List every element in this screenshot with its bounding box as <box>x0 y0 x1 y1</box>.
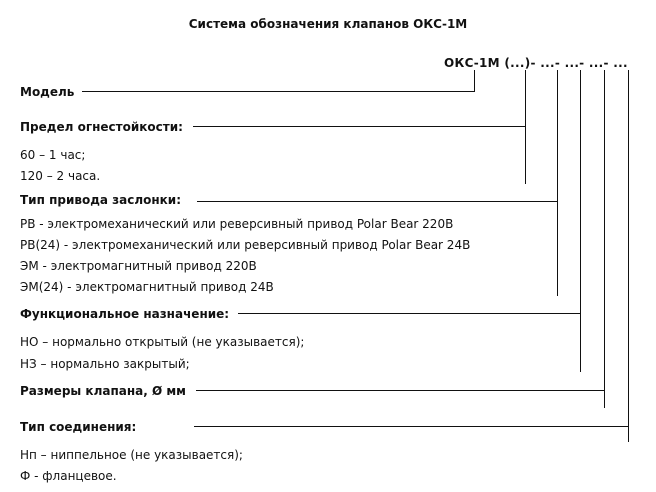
function-item: НО – нормально открытый (не указывается); <box>20 335 305 349</box>
drive-type-heading: Тип привода заслонки: <box>20 193 182 207</box>
drive-type-item: РВ(24) - электромеханический или реверсивный привод Polar Bear 24В <box>20 238 471 252</box>
fire-resistance-heading: Предел огнестойкости: <box>20 120 183 134</box>
drive-type-item: ЭМ - электромагнитный привод 220В <box>20 259 257 273</box>
model-heading: Модель <box>20 85 75 99</box>
designation-code: ОКС-1М (...)- ...- ...- ...- ... <box>444 56 628 70</box>
function-item: НЗ – нормально закрытый; <box>20 357 190 371</box>
connection-heading: Тип соединения: <box>20 420 137 434</box>
diagram-title: Система обозначения клапанов ОКС-1М <box>188 17 468 31</box>
connection-item: Нп – ниппельное (не указывается); <box>20 448 243 462</box>
drive-type-item: РВ - электромеханический или реверсивный привод Polar Bear 220В <box>20 217 454 231</box>
fire-resistance-item: 60 – 1 час; <box>20 148 86 162</box>
fire-resistance-item: 120 – 2 часа. <box>20 169 101 183</box>
drive-type-item: ЭМ(24) - электромагнитный привод 24В <box>20 280 274 294</box>
connection-item: Ф - фланцевое. <box>20 469 117 483</box>
size-heading: Размеры клапана, Ø мм <box>20 384 186 398</box>
function-heading: Функциональное назначение: <box>20 307 230 321</box>
